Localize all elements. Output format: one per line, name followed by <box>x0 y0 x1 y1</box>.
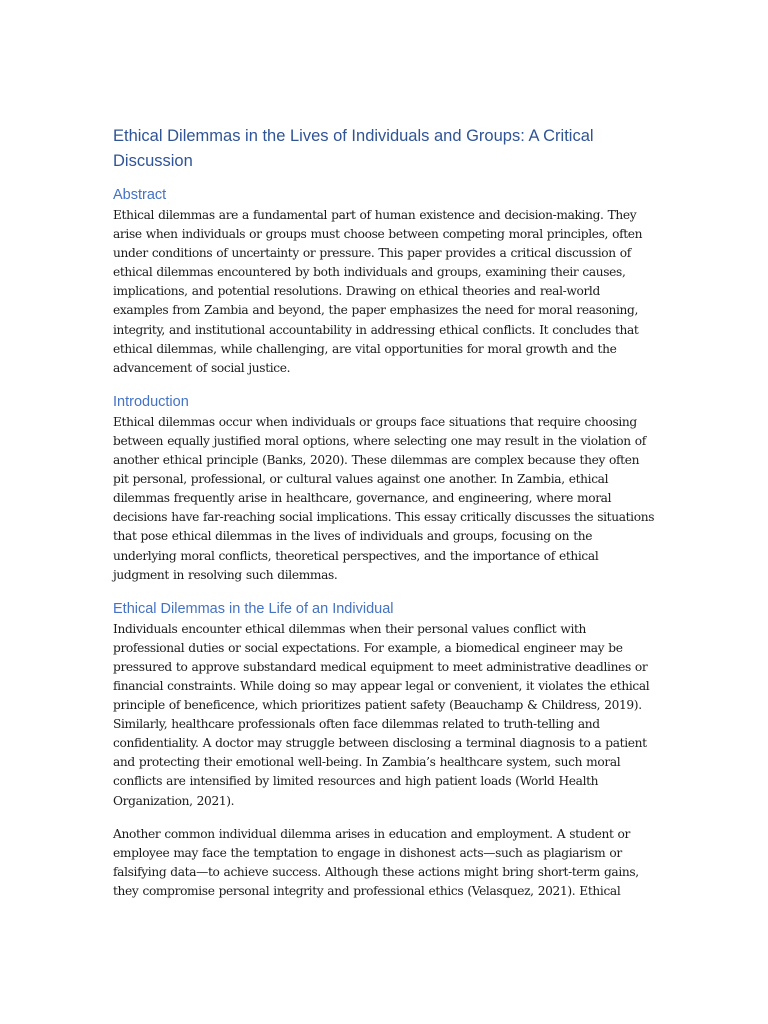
paragraph: Another common individual dilemma arises in education and employment. A student or employee may face the temptation to engage in dishonest acts—such as plagiarism or falsifying data—to achieve success. Although these actions might bring short-term gains, they compromise personal integrity and professional ethics (Velasquez, 2021). Ethical <box>113 826 639 898</box>
section-introduction <box>113 392 658 585</box>
section-heading: Introduction <box>113 393 189 410</box>
paragraph: Individuals encounter ethical dilemmas when their personal values conflict with professional duties or social expectations. For example, a biomedical engineer may be pressured to approve substandard medical equipment to meet administrative deadlines or financial constraints. While doing so may appear legal or convenient, it violates the ethical principle of beneficence, which prioritizes patient safety (Beauchamp & Childress, 2019). Similarly, healthcare professionals often face dilemmas related to truth-telling and confidentiality. A doctor may struggle between disclosing a terminal diagnosis to a patient and protecting their emotional well-being. In Zambia’s healthcare system, such moral conflicts are intensified by limited resources and high patient loads (World Health Organization, 2021). <box>113 621 650 808</box>
document-body <box>113 124 658 915</box>
paragraph: Ethical dilemmas are a fundamental part of human existence and decision-making. They arise when individuals or groups must choose between competing moral principles, often under conditions of uncertainty or pressure. This paper provides a critical discussion of ethical dilemmas encountered by both individuals and groups, examining their causes, implications, and potential resolutions. Drawing on ethical theories and real-world examples from Zambia and beyond, the paper emphasizes the need for moral reasoning, integrity, and institutional accountability in addressing ethical conflicts. It concludes that ethical dilemmas, while challenging, are vital opportunities for moral growth and the advancement of social justice. <box>113 208 643 375</box>
document-title: Ethical Dilemmas in the Lives of Individuals and Groups: A Critical Discussion <box>113 127 594 170</box>
section-heading: Abstract <box>113 187 167 203</box>
section-abstract <box>113 185 658 378</box>
section-individual-dilemmas <box>113 599 658 901</box>
section-heading: Ethical Dilemmas in the Life of an Individual <box>113 600 394 617</box>
paragraph: Ethical dilemmas occur when individuals or groups face situations that require choosing between equally justified moral options, where selecting one may result in the violation of another ethical principle (Banks, 2020). These dilemmas are complex because they often pit personal, professional, or cultural values against one another. In Zambia, ethical dilemmas frequently arise in healthcare, governance, and engineering, where moral decisions have far-reaching social implications. This essay critically discusses the situations that pose ethical dilemmas in the lives of individuals and groups, focusing on the underlying moral conflicts, theoretical perspectives, and the importance of ethical judgment in resolving such dilemmas. <box>113 414 655 582</box>
